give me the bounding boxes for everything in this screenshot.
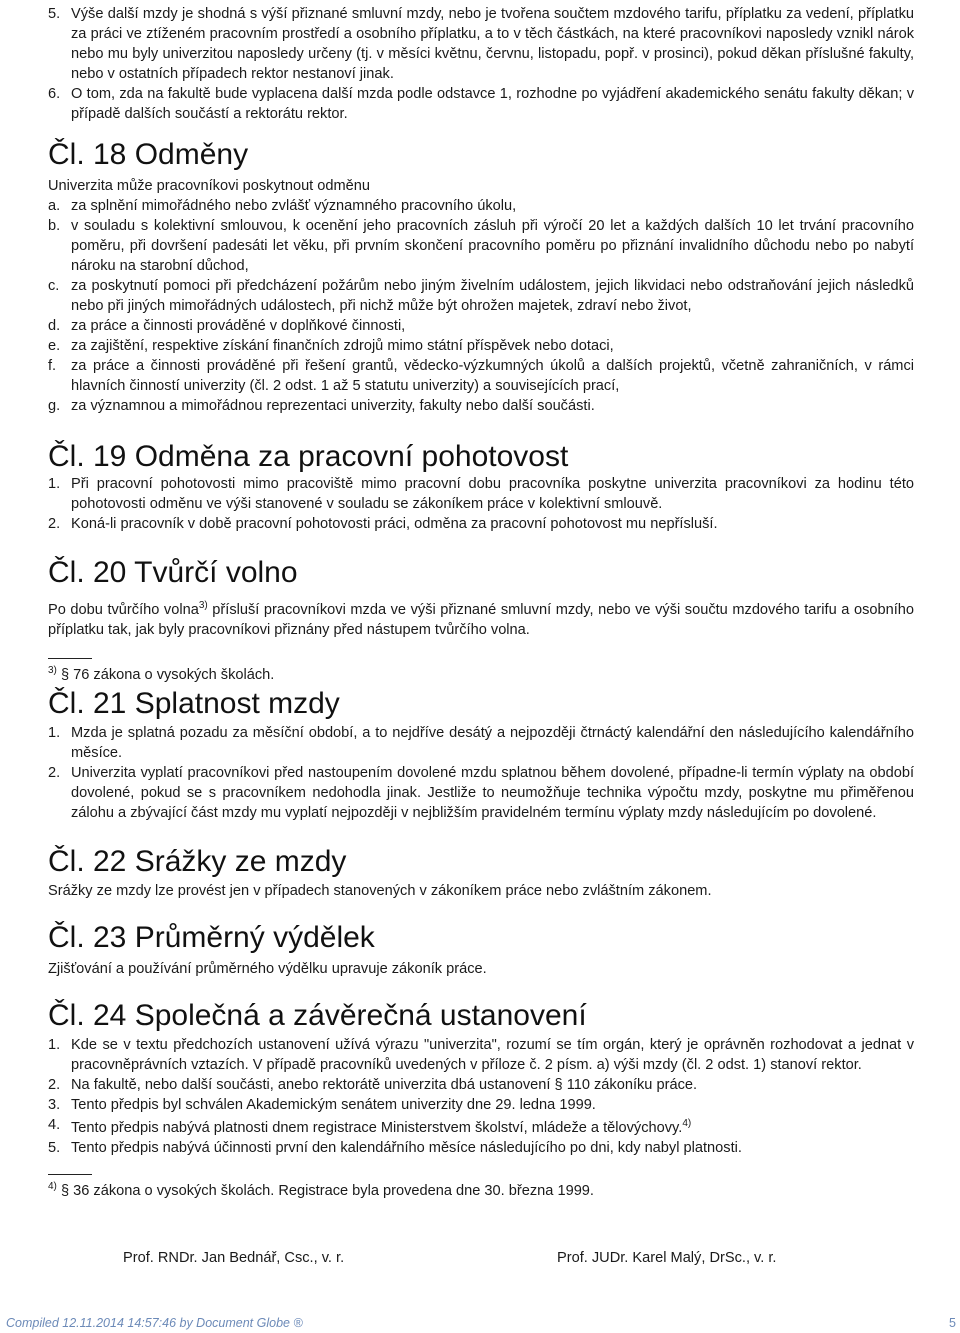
paragraph-item-6 (48, 84, 914, 124)
list-item (48, 1138, 914, 1158)
item-number: 1. (48, 476, 61, 492)
footnote-3 (48, 665, 914, 685)
footnote-divider (48, 658, 92, 659)
article-23-heading: Čl. 23 Průměrný výdělek (48, 921, 375, 954)
document-page (48, 4, 914, 1201)
item-text: Výše další mzdy je shodná s výší přiznané smluvní mzdy, nebo je tvořena součtem mzdového tarifu, příplatku za vedení, příplatku za práci ve ztíženém pracovním prostředí a osobního příplatku, a to v těch částkách, na které pracovníkovi naposledy vznikl nárok nebo mu byly univerzitou naposledy určeny (tj. v měsíci květnu, červnu, listopadu, popř. v prosinci), pokud děkan příslušné fakulty, nebo v ostatních případech rektor nestanoví jinak. (71, 6, 914, 82)
article-21-heading: Čl. 21 Splatnost mzdy (48, 687, 340, 720)
compiled-note: Compiled 12.11.2014 14:57:46 by Document Globe ® (6, 1316, 303, 1330)
item-letter: b. (48, 218, 61, 234)
list-item (48, 396, 914, 416)
item-number: 2. (48, 765, 61, 781)
list-item (48, 216, 914, 276)
text-after-ref: přísluší pracovníkovi mzda ve výši přiznané smluvní mzdy, nebo ve výši součtu mzdového tarifu a osobního příplatku tak, jak byly pracovníkovi přiznány před nástupem tvůrčího volna. (48, 602, 914, 638)
article-18-intro: Univerzita může pracovníkovi poskytnout odměnu (48, 178, 371, 194)
text-before-ref: Po dobu tvůrčího volna (48, 602, 199, 618)
item-number: 1. (48, 1037, 61, 1053)
list-item (48, 1075, 914, 1095)
item-text: Koná-li pracovník v době pracovní pohotovosti práci, odměna za pracovní pohotovost mu nepřísluší. (71, 516, 718, 532)
item-text: Kde se v textu předchozích ustanovení užívá výrazu "univerzita", rozumí se tím orgán, který je oprávněn rozhodovat a jednat v pracovněprávních vztazích. V případě pracovníků uvedených v příloze č. 2 písm. a) výši mzdy (čl. 2 odst. 1) stanoví rektor. (71, 1037, 914, 1073)
list-item (48, 1115, 914, 1138)
item-number: 4. (48, 1117, 61, 1133)
item-text: za splnění mimořádného nebo zvlášť významného pracovního úkolu, (71, 198, 517, 214)
item-number: 1. (48, 725, 61, 741)
article-20-heading: Čl. 20 Tvůrčí volno (48, 556, 298, 589)
item-text: Tento předpis byl schválen Akademickým senátem univerzity dne 29. ledna 1999. (71, 1097, 596, 1113)
item-text: Mzda je splatná pozadu za měsíční období, a to nejdříve desátý a nejpozději čtrnáctý kalendářní den následujícího kalendářního měsíce. (71, 725, 914, 761)
list-item (48, 1095, 914, 1115)
page-footer (6, 1313, 956, 1333)
page-number: 5 (949, 1316, 956, 1330)
article-22-text: Srážky ze mzdy lze provést jen v případech stanovených v zákoníkem práce nebo zvláštním zákonem. (48, 883, 712, 899)
item-letter: a. (48, 198, 61, 214)
article-20-text (48, 600, 914, 640)
list-item (48, 336, 914, 356)
signature-right: Prof. JUDr. Karel Malý, DrSc., v. r. (557, 1250, 777, 1266)
signature-left: Prof. RNDr. Jan Bednář, Csc., v. r. (123, 1250, 345, 1266)
footnote-text: § 76 zákona o vysokých školách. (60, 667, 275, 683)
list-item (48, 474, 914, 514)
article-19-heading: Čl. 19 Odměna za pracovní pohotovost (48, 440, 569, 473)
item-letter: c. (48, 278, 60, 294)
item-text: za poskytnutí pomoci při předcházení požárům nebo jiným živelním událostem, jejich likvidaci nebo odstraňování jejich následků nebo při jiných mimořádných událostech, při nichž může být ohrožen majetek, zdraví nebo život, (71, 278, 914, 314)
item-number: 2. (48, 516, 61, 532)
item-text: za významnou a mimořádnou reprezentaci univerzity, fakulty nebo další součásti. (71, 398, 595, 414)
item-text: Tento předpis nabývá účinnosti první den kalendářního měsíce následujícího po dni, kdy nabyl platnosti. (71, 1140, 742, 1156)
footnote-divider (48, 1174, 92, 1175)
list-item (48, 763, 914, 823)
list-item (48, 196, 914, 216)
item-number: 5. (48, 1140, 61, 1156)
item-text: Na fakultě, nebo další součásti, anebo rektorátě univerzita dbá ustanovení § 110 zákoníku práce. (71, 1077, 698, 1093)
item-letter: e. (48, 338, 61, 354)
item-number: 5. (48, 6, 61, 22)
item-text: za práce a činnosti prováděné při řešení grantů, vědecko-výzkumných úkolů a dalších projektů, včetně zahraničních, v rámci hlavních činností univerzity (čl. 2 odst. 1 až 5 statutu univerzity) a souvisejících prací, (71, 358, 914, 394)
item-text: O tom, zda na fakultě bude vyplacena další mzda podle odstavce 1, rozhodne po vyjádření akademického senátu fakulty děkan; v případě dalších součástí a rektorátu rektor. (71, 86, 914, 122)
footnote-ref-4[interactable]: 4) (682, 1118, 692, 1129)
list-item (48, 356, 914, 396)
item-text: za zajištění, respektive získání finančních zdrojů mimo státní příspěvek nebo dotaci, (71, 338, 614, 354)
footnote-mark: 4) (48, 1181, 57, 1192)
item-number: 3. (48, 1097, 61, 1113)
item-text: Univerzita vyplatí pracovníkovi před nastoupením dovolené mzdu splatnou během dovolené, případne-li termín výplaty na období dovolené, pokud se s pracovníkem nedohodla jinak. Jestliže to neumožňuje technika výpočtu mzdy, poskytne mu přiměřenou zálohu a zbývající část mzdy mu vyplatí nejpozději v nejbližším pravidelném termínu výplaty mzdy následujícím po dovolené. (71, 765, 914, 821)
footnote-mark: 3) (48, 665, 57, 676)
footnote-4 (48, 1181, 914, 1201)
footnote-ref-3[interactable]: 3) (198, 600, 208, 611)
list-item (48, 276, 914, 316)
list-item (48, 723, 914, 763)
item-letter: f. (48, 358, 57, 374)
list-item (48, 316, 914, 336)
list-item (48, 1035, 914, 1075)
footnote-text: § 36 zákona o vysokých školách. Registrace byla provedena dne 30. března 1999. (60, 1183, 594, 1199)
list-item (48, 514, 914, 534)
article-18-heading: Čl. 18 Odměny (48, 138, 249, 171)
item-text: Tento předpis nabývá platnosti dnem registrace Ministerstvem školství, mládeže a tělovýchovy. (71, 1120, 683, 1136)
item-text: Při pracovní pohotovosti mimo pracoviště mimo pracovní dobu pracovníka poskytne univerzita pracovníkovi za hodinu této pohotovosti odměnu ve výši stanovené v souladu se zákoníkem práce v kolektivní smlouvě. (71, 476, 914, 512)
item-number: 6. (48, 86, 61, 102)
item-number: 2. (48, 1077, 61, 1093)
item-text: v souladu s kolektivní smlouvou, k ocenění jeho pracovních zásluh při výročí 20 let a každých dalších 10 let trvání pracovního poměru, při dovršení padesáti let věku, při prvním skončení pracovního poměru po přiznání invalidního důchodu nebo po nabytí nároku na starobní důchod, (71, 218, 914, 274)
article-24-heading: Čl. 24 Společná a závěrečná ustanovení (48, 999, 587, 1032)
paragraph-item-5 (48, 4, 914, 84)
article-18-list (48, 196, 914, 416)
item-letter: g. (48, 398, 61, 414)
item-text: za práce a činnosti prováděné v doplňkové činnosti, (71, 318, 406, 334)
item-letter: d. (48, 318, 61, 334)
article-22-heading: Čl. 22 Srážky ze mzdy (48, 845, 347, 878)
article-23-text: Zjišťování a používání průměrného výdělku upravuje zákoník práce. (48, 961, 487, 977)
